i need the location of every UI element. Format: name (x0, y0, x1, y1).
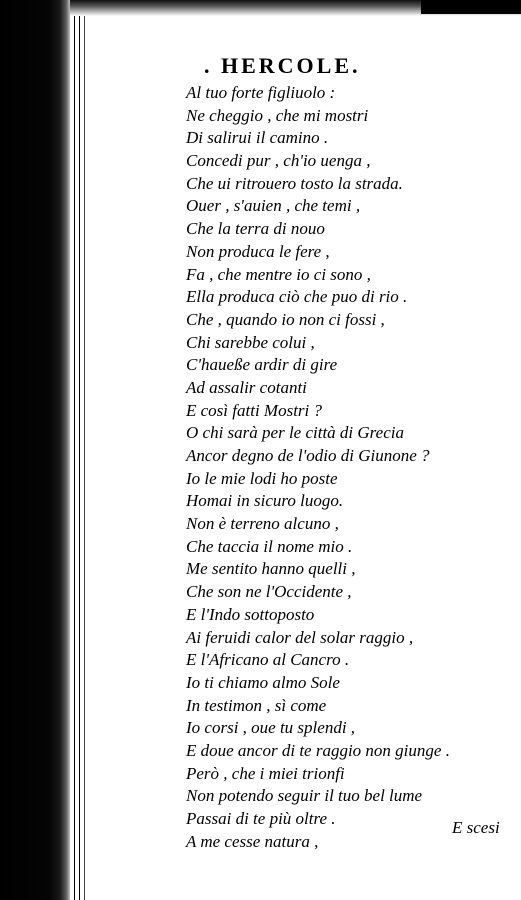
verse-line: C'haueße ardir di gire (186, 355, 338, 375)
verse-line: A me cesse natura , (186, 831, 319, 851)
verse-line: Chi sarebbe colui , (186, 332, 315, 352)
verse-line: Ai feruidi calor del solar raggio , (186, 627, 414, 647)
verse-list (186, 82, 516, 853)
verse-line: In testimon , sì come (186, 695, 327, 715)
verse-line: Non potendo seguir il tuo bel lume (186, 786, 423, 806)
verse-line: Ouer , s'auien , che temi , (186, 196, 361, 216)
verse-line: O chi sarà per le città di Grecia (186, 423, 404, 443)
verse-line: Non produca le fere , (186, 241, 330, 261)
book-page (186, 52, 516, 853)
running-title: . HERCOLE. (204, 53, 361, 78)
verse-line: Ancor degno de l'odio di Giunone ? (186, 446, 430, 465)
verse-line: Fa , che mentre io ci sono , (186, 264, 371, 284)
verse-line: Però , che i miei trionfi (186, 763, 345, 783)
verse-line: Che son ne l'Occidente , (186, 582, 352, 602)
verse-line: Io corsi , oue tu splendi , (186, 718, 356, 738)
verse-line: Ne cheggio , che mi mostri (186, 105, 369, 125)
verse-line: Homai in sicuro luogo. (186, 491, 344, 511)
verse-line: Che taccia il nome mio . (186, 536, 353, 556)
spine-rule (79, 0, 80, 900)
verse-line: Al tuo forte figliuolo : (186, 83, 336, 102)
verse-line: Non è terreno alcuno , (186, 514, 339, 534)
verse-line: Di salirui il camino . (186, 128, 329, 148)
verse-line: E doue ancor di te raggio non giunge . (186, 740, 450, 760)
verse-line: E l'Indo sottoposto (186, 604, 315, 624)
verse-line: E così fatti Mostri ? (186, 400, 322, 420)
verse-line: Io le mie lodi ho poste (186, 468, 338, 488)
page-corner-shadow (421, 0, 521, 14)
verse-line: Ella produca ciò che puo di rio . (186, 287, 408, 307)
verse-line: Che , quando io non ci fossi , (186, 309, 385, 329)
verse-line: E l'Africano al Cancro . (186, 650, 350, 670)
verse-line: Me sentito hanno quelli , (186, 559, 356, 579)
verse-line: Che la terra di nouo (186, 219, 325, 239)
spine-rule (74, 0, 75, 900)
catchword: E scesi (452, 818, 500, 837)
verse-line: Passai di te più oltre . (186, 809, 336, 828)
verse-line: Io ti chiamo almo Sole (186, 672, 340, 692)
spine-rule (84, 0, 85, 900)
verse-line: Concedi pur , ch'io uenga , (186, 151, 371, 171)
verse-line: Che ui ritrouero tosto la strada. (186, 173, 403, 193)
verse-line: Ad assalir cotanti (186, 377, 307, 397)
book-spine-shadow (0, 0, 70, 900)
